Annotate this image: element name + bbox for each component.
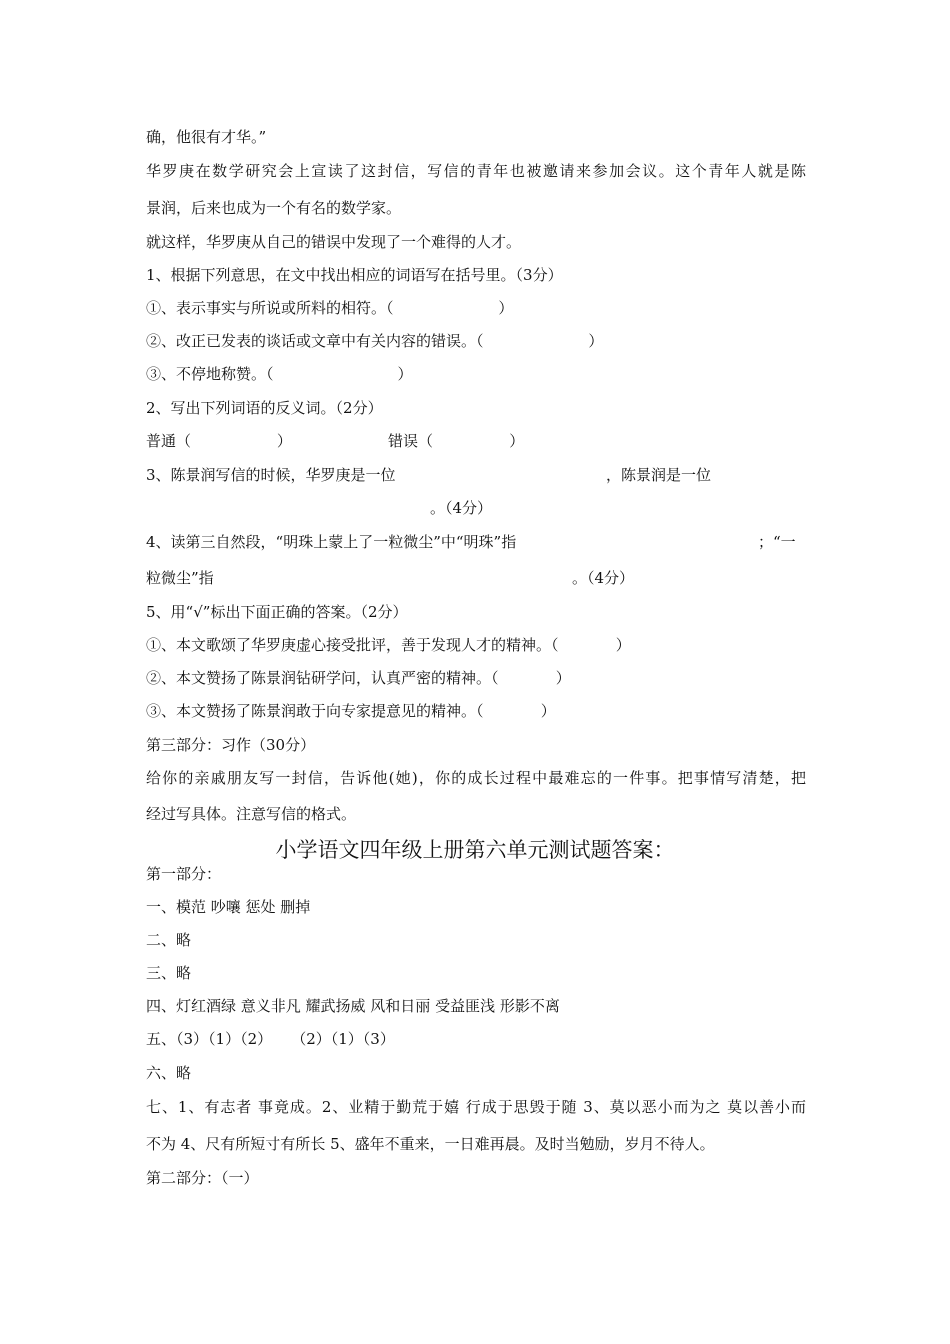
answer-line: 三、略 (146, 964, 192, 982)
answer-line: 不为 4、尺有所短寸有所长 5、盛年不重来，一日难再晨。及时当勉励，岁月不待人。 (146, 1135, 715, 1153)
answer-line: 七、1、有志者 事竟成。2、业精于勤荒于嬉 行成于思毁于随 3、莫以恶小而为之 莫以善小而 (146, 1098, 806, 1116)
writing-prompt-line-2: 经过写具体。注意写信的格式。 (146, 805, 357, 823)
question-5-item-3: ③、本文赞扬了陈景润敢于向专家提意见的精神。（ ） (146, 702, 556, 720)
question-2-item-1: 普通（ ） (146, 432, 292, 450)
section-heading: 第三部分：习作（30分） (146, 736, 316, 754)
question-5-item-2: ②、本文赞扬了陈景润钻研学问，认真严密的精神。（ ） (146, 669, 571, 687)
answer-line: 二、略 (146, 931, 192, 949)
question-1: 1、根据下列意思，在文中找出相应的词语写在括号里。（3分） (146, 266, 563, 284)
text-line: 景润，后来也成为一个有名的数学家。 (146, 199, 402, 217)
text-line: 确，他很有才华。” (146, 128, 267, 146)
answers-title: 小学语文四年级上册第六单元测试题答案： (275, 838, 675, 862)
question-4: 4、读第三自然段，“明珠上蒙上了一粒微尘”中“明珠”指 (146, 533, 517, 551)
text-line: 华罗庚在数学研究会上宣读了这封信，写信的青年也被邀请来参加会议。这个青年人就是陈 (146, 162, 806, 180)
question-4-line-2: 粒微尘”指 (146, 569, 214, 587)
question-1-item-3: ③、不停地称赞。（ ） (146, 365, 413, 383)
answer-line: 第一部分： (146, 865, 222, 883)
question-4-end: 。（4分） (572, 569, 635, 587)
writing-prompt: 给你的亲戚朋友写一封信，告诉他(她)，你的成长过程中最难忘的一件事。把事情写清楚，把 (146, 769, 806, 787)
question-3-end: 。（4分） (430, 499, 493, 517)
answer-line: 六、略 (146, 1064, 192, 1082)
text-line: 就这样，华罗庚从自己的错误中发现了一个难得的人才。 (146, 233, 522, 251)
question-1-item-2: ②、改正已发表的谈话或文章中有关内容的错误。（ ） (146, 332, 604, 350)
question-3-part-2: ，陈景润是一位 (606, 466, 712, 484)
answer-line: 四、灯红酒绿 意义非凡 耀武扬威 风和日丽 受益匪浅 形影不离 (146, 997, 560, 1015)
question-5-item-1: ①、本文歌颂了华罗庚虚心接受批评，善于发现人才的精神。（ ） (146, 636, 631, 654)
answer-line: 五、（3）（1）（2） （2）（1）（3） (146, 1030, 395, 1048)
answer-line: 一、模范 吵嚷 惩处 删掉 (146, 898, 311, 916)
question-2-item-2: 错误（ ） (388, 432, 525, 450)
question-1-item-1: ①、表示事实与所说或所料的相符。（ ） (146, 299, 514, 317)
question-3: 3、陈景润写信的时候，华罗庚是一位 (146, 466, 396, 484)
answer-line: 第二部分：（一） (146, 1169, 259, 1187)
question-4-part-2: ；“一 (758, 533, 796, 551)
question-5: 5、用“√”标出下面正确的答案。（2分） (146, 603, 408, 621)
question-2: 2、写出下列词语的反义词。（2分） (146, 399, 383, 417)
